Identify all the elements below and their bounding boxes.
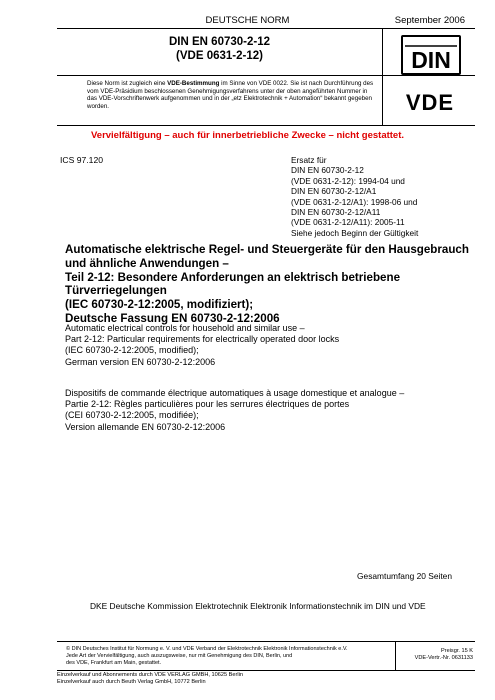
title-line: Türverriegelungen (65, 284, 167, 298)
replacement-line: (VDE 0631-2-12): 1994-04 und (291, 175, 405, 186)
vde-logo (395, 89, 465, 115)
title-line: Teil 2-12: Besondere Anforderungen an elektrisch betriebene (65, 270, 401, 284)
title-german (65, 243, 475, 326)
publication-date: September 2006 (394, 15, 465, 26)
vde-number: (VDE 0631-2-12) (176, 50, 263, 62)
replacement-info (291, 155, 418, 238)
price-group: Preisgr. 15 K (440, 648, 473, 654)
price-info (399, 648, 473, 662)
title-line: Deutsche Fassung EN 60730-2-12:2006 (65, 311, 280, 325)
vde-notice: Diese Norm ist zugleich eine VDE-Bestimmung im Sinne von VDE 0022. Sie ist nach Durchführung des vom VDE-Präsidium beschlossenen Genehmigungsverfahrens unter der oben angeführten Nummer in das VDE-Vorschriftenwerk aufgenommen und in der „etz Elektrotechnik + Automation“ bekannt gegeben worden. (87, 80, 374, 110)
replacement-line: Siehe jedoch Beginn der Gültigkeit (291, 227, 419, 238)
title-box (57, 28, 475, 126)
copyright-notice: © DIN Deutsches Institut für Normung e. V. und VDE Verband der Elektrotechnik Elektronik Informationstechnik e.V. Jede Art der Vervielfältigung, auch auszugsweise, nur mit Genehmigung des DIN, Berlin, und des VDE, Frankfurt am Main, gestattet. (66, 646, 348, 666)
replacement-line: (VDE 0631-2-12/A11): 2005-11 (291, 217, 405, 228)
din-number: DIN EN 60730-2-12 (169, 36, 270, 48)
din-logo (401, 35, 461, 75)
replacement-line: (VDE 0631-2-12/A1): 1998-06 und (291, 196, 418, 207)
title-line: Version allemande EN 60730-2-12:2006 (65, 421, 226, 432)
title-line: Partie 2-12: Règles particulières pour les serrures électriques de portes (65, 399, 350, 410)
vde-logo-text: VDE (405, 90, 455, 115)
replacement-line: DIN EN 60730-2-12/A1 (291, 186, 377, 197)
committee-line: DKE Deutsche Kommission Elektrotechnik Elektronik Informationstechnik im DIN und VDE (90, 601, 426, 611)
title-line: (CEI 60730-2-12:2005, modifiée); (65, 410, 199, 421)
title-english (65, 323, 475, 368)
replacement-line: DIN EN 60730-2-12/A11 (291, 207, 381, 218)
title-line: (IEC 60730-2-12:2005, modifiziert); (65, 298, 254, 312)
replacement-line: DIN EN 60730-2-12 (291, 165, 364, 176)
title-line: und ähnliche Anwendungen – (65, 256, 229, 270)
title-line: Part 2-12: Particular requirements for electrically operated door locks (65, 334, 340, 345)
top-header (0, 10, 495, 28)
title-line: Automatische elektrische Regel- und Steuergeräte für den Hausgebrauch (65, 243, 469, 256)
title-line: Automatic electrical controls for household and similar use – (65, 323, 305, 333)
document-number (57, 35, 382, 63)
title-line: German version EN 60730-2-12:2006 (65, 356, 216, 367)
title-french (65, 388, 475, 433)
ics-code: ICS 97.120 (60, 155, 103, 165)
total-pages: Gesamtumfang 20 Seiten (357, 571, 452, 581)
title-line: (IEC 60730-2-12:2005, modified); (65, 345, 199, 356)
standard-type: DEUTSCHE NORM (205, 15, 290, 26)
reproduction-notice: Vervielfältigung – auch für innerbetriebliche Zwecke – nicht gestattet. (90, 130, 405, 141)
footer-box (57, 641, 475, 671)
distribution-info: Einzelverkauf und Abonnements durch VDE VERLAG GMBH, 10625 Berlin Einzelverkauf auch durch Beuth Verlag GmbH, 10772 Berlin (57, 672, 243, 685)
din-logo-text: DIN (411, 47, 451, 73)
title-line: Dispositifs de commande électrique automatiques à usage domestique et analogue – (65, 388, 405, 398)
order-number: VDE-Vertr.-Nr. 0631133 (414, 655, 473, 661)
replacement-line: Ersatz für (291, 155, 327, 165)
